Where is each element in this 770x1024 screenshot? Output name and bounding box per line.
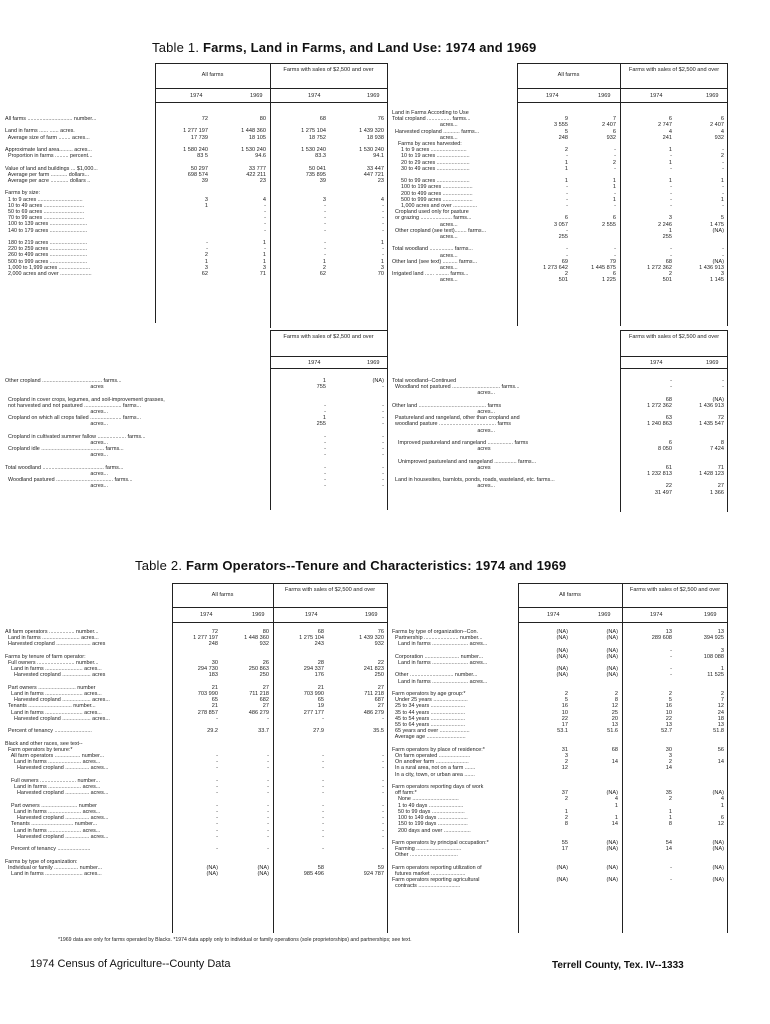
t1-lr-vline-a [620, 330, 621, 512]
table2-title-years: 1974 and 1969 [475, 558, 567, 573]
t1-left-vline-a [155, 63, 156, 323]
t1-ll-hdr-sales: Farms with sales of $2,500 and over [283, 334, 374, 340]
footnote: *1969 data are only for farms operated by Blacks. *1974 data apply only to individual or family operations (sole proprietorships) and partnerships; see text. [58, 937, 412, 943]
t2-left-hdr-all: All farms [211, 592, 234, 598]
t1-right-vline-c [727, 63, 728, 326]
t2-left-year-s69: 1969 [365, 612, 378, 618]
t2-left-vline-b [273, 583, 274, 933]
t1-ll-year-s74: 1974 [308, 360, 321, 366]
t2-left-year-s74: 1974 [305, 612, 318, 618]
t2-right-hdr-sales: Farms with sales of $2,500 and over [629, 587, 721, 593]
t1-lr-vline-b [727, 330, 728, 512]
table1-title-years: 1974 and 1969 [445, 40, 537, 55]
t2-left-year-a69: 1969 [252, 612, 265, 618]
t2-right-year-a69: 1969 [598, 612, 611, 618]
t1-right-year-a69: 1969 [598, 93, 611, 99]
t2-left-vline-c [387, 583, 388, 933]
t1-left-rule-top [155, 63, 387, 64]
t1-left-col-s74: 68 1 275 104 18 752 1 530 240 83.3 50 041 735 895 39 3 - - - - - - - - 1 2 62 [301, 116, 326, 278]
t1-left-col-a74: 72 1 277 197 17 739 1 580 240 83 5 50 297 698 574 39 3 1 - - 2 1 3 62 [183, 116, 208, 278]
t1-lr-col-s74: - - 68 1 272 362 63 1 240 863 6 8 050 61 1 232 813 22 31 497 [647, 378, 672, 496]
t1-lr-col-s69: - - (NA) 1 436 913 72 1 435 547 8 7 424 71 1 428 123 27 1 366 [699, 378, 724, 496]
t1-right-col-s69: 6 2 407 4 932 - 2 - - 1 - - 1 - 5 1 475 (NA) - - (NA) 1 436 913 3 1 145 [699, 116, 724, 284]
t1-left-rule-bot [155, 102, 387, 103]
t2-left-col-s74: 68 1 275 104 243 28 294 337 176 21 703 990 65 19 277 177 - 27.9 - - - - - - - - - - - - - 58 985 496 [299, 629, 324, 877]
t1-right-col-a69: 7 2 407 6 932 - - 2 - 1 1 - 1 - 6 2 555 - - 79 1 445 875 6 1 225 [591, 116, 616, 284]
t1-left-vline-c [387, 63, 388, 358]
t2-left-col-a74: 72 1 277 197 248 30 294 730 183 21 703 990 65 21 278 857 - 29.2 - - - - - - - - - - - - - (NA) (NA) [193, 629, 218, 877]
t1-left-col-a69: 80 1 448 360 18 105 1 530 240 94.6 33 777 422 211 23 4 - - - - - 1 - 1 1 3 71 [241, 116, 266, 278]
t1-right-year-s74: 1974 [650, 93, 663, 99]
t1-right-vline-b [620, 63, 621, 326]
t1-left-hdr-sales: Farms with sales of $2,500 and over [283, 67, 374, 73]
table1-title [152, 40, 536, 55]
t1-ll-vline-b [387, 330, 388, 510]
t1-right-rule-top [517, 63, 727, 64]
t1-lr-hdr-sales: Farms with sales of $2,500 and over [628, 334, 720, 340]
t1-lr-stub: Total woodland--Continued Woodland not pastured ................................ farms... acres... Other land ............................................. farms acres... Pastureland and rangeland, other than cropland and woodland pasture ...................................... farms acres... Improved pastureland and rangeland ................. farms acres Unimproved pastureland and rangeland ............... farms... acres Land in housesites, barnlots, ponds, roads, wasteland, etc. farms... acres... [392, 378, 555, 490]
t2-left-hdr-sales: Farms with sales of $2,500 and over [284, 587, 376, 593]
t1-lr-rule-bot [620, 368, 727, 369]
t1-left-stub: All farms .............................. number... Land in farms ...... ...... acres. Average size of farm ........ acres... Approximate land area......... acres... Proportion in farms ......... percent... Value of land and buildings ... $1,000... Average per farm ........... dollars... Average per acre ............ dollars .. Farms by size: 1 to 9 acres .............................. 10 to 49 acres ........................... 50 to 69 acres ........................... 70 to 99 acres ........................... 100 to 139 acres ......................... 140 to 179 acres ......................... 180 to 219 acres ......................... 220 to 259 acres ......................... 260 to 499 acres ......................... 500 to 999 acres ......................... 1,000 to 1,999 acres ..................... 2,000 acres and over ..................... [5, 116, 98, 278]
t2-right-col-a69: (NA) (NA) (NA) (NA) (NA) (NA) 2 8 12 25 20 13 51.6 68 14 (NA) 4 1 1 14 (NA) (NA) (NA) (NA) [606, 629, 618, 884]
t1-left-year-s69: 1969 [367, 93, 380, 99]
t1-right-col-s74: 6 2 747 4 241 1 - 1 - 1 - - - - 3 2 246 1 255 - - 68 1 272 362 2 501 [647, 116, 672, 284]
t1-lr-rule-mid [620, 356, 727, 357]
t1-right-rule-bot [517, 102, 727, 103]
footer-publication: 1974 Census of Agriculture--County Data [30, 958, 231, 970]
t1-right-hdr-sales: Farms with sales of $2,500 and over [628, 67, 720, 73]
t2-right-year-s74: 1974 [650, 612, 663, 618]
table2-title-main: Farm Operators--Tenure and Characteristics: [185, 558, 472, 573]
t1-left-year-a74: 1974 [190, 93, 203, 99]
t2-left-vline-a [172, 583, 173, 933]
t1-ll-year-s69: 1969 [367, 360, 380, 366]
t2-left-year-a74: 1974 [200, 612, 213, 618]
t1-right-hdr-all: All farms [557, 72, 580, 78]
t1-ll-vline-a [270, 330, 271, 510]
table1-title-main: Farms, Land in Farms, and Land Use: [202, 40, 442, 55]
t2-left-rule-bot [172, 622, 387, 623]
t1-lr-year-s74: 1974 [650, 360, 663, 366]
t1-lr-year-s69: 1969 [706, 360, 719, 366]
t1-left-rule-mid [155, 88, 387, 89]
t1-ll-col-s74: 1 755 - - 1 255 - - - - - - - - [316, 378, 326, 490]
t1-left-year-s74: 1974 [308, 93, 321, 99]
table2-title-prefix: Table 2. [135, 558, 183, 573]
t1-right-year-s69: 1969 [706, 93, 719, 99]
t2-right-hdr-all: All farms [559, 592, 581, 598]
t2-left-col-a69: 80 1 448 360 932 26 250 863 250 27 711 218 682 27 486 279 - 33.7 - - - - - - - - - - - - - (NA) (NA) [244, 629, 269, 877]
t1-ll-rule-mid [270, 356, 387, 357]
t1-ll-col-s69: (NA) - - - - - - - - - - - - - [372, 378, 384, 490]
t1-ll-rule-top [270, 330, 387, 331]
t2-right-col-s74: 13 289 608 - - - - 2 5 16 10 22 13 52.7 30 3 2 14 35 2 1 1 8 54 14 - - [651, 629, 672, 884]
footer-county-page: Terrell County, Tex. IV--1333 [552, 960, 684, 971]
t1-ll-rule-bot [270, 368, 387, 369]
t1-right-stub: Land in Farms According to Use Total cropland ................ farms... acres... Harvested cropland ........... farms... acres... Farms by acres harvested: 1 to 9 acres ........................ 10 to 19 acres ...................... 20 to 29 acres ...................... 30 to 49 acres ...................... 50 to 99 acres ...................... 100 to 199 acres .................... 200 to 499 acres .................... 500 to 999 acres .................... 1,000 acres and over ................ Cropland used only for pasture or grazing ..................... farms... acres... Other cropland (see text)........ farms... acres... Total woodland ................ farms... acres... Other land (see text) .......... farms... acres... Irrigated land ...... ......... farms... acres... [392, 110, 487, 284]
table1-title-prefix: Table 1. [152, 40, 200, 55]
t2-right-year-s69: 1969 [704, 612, 717, 618]
t1-right-year-a74: 1974 [546, 93, 559, 99]
t1-left-hdr-all: All farms [201, 72, 224, 78]
t2-right-col-a74: (NA) (NA) (NA) (NA) (NA) (NA) 2 5 16 10 22 17 53.1 31 3 2 12 37 2 1 2 8 55 17 (NA) (NA) [556, 629, 568, 884]
t2-left-stub: All farm operators ................. number... Land in farms ......................... acres... Harvested cropland ....................... acres Farms by tenure of farm operator: Full owners ......................... number... Land in farms ......................... acres... Harvested cropland ................... acres Part owners ......................... number Land in farms ......................... acres... Harvested cropland ................... acres... Tenants ............................. number... Land in farms ......................... acres... Harvested cropland ................... acres... Percent of tenancy ......................... Black and other races, see text-- Farm operators by tenure:* All farm operators ................. number... Land in farms ...................... acres... Harvested cropland ................ acres... Full owners ........................ number... Land in farms ...................... acres... Harvested cropland ................ acres... Part owners ........................ number Land in farms ...................... acres... Harvested cropland ................ acres... Tenants ............................ number... Land in farms ...................... acres... Harvested cropland ................ acres... Percent of tenancy ...................... Farms by type of organization: Individual or family ................ number... Land in farms ......................... acres... [5, 629, 110, 877]
t2-right-vline-c [727, 583, 728, 933]
t1-ll-stub: Other cropland ........................................ farms... acres Cropland in cover crops, legumes, and soil-improvement grasses, not harvested and not pastured ......................... farms... acres... Cropland on which all crops failed ..................... farms... acres... Cropland in cultivated summer fallow ................... farms... acres... Cropland idle .......................................... farms... acres... Total woodland ......................................... farms... acres... Woodland pastured ...................................... farms... acres... [5, 378, 165, 490]
t2-right-stub: Farms by type of organization--Con. Partnership ....................... number... Land in farms ........................ acres... Corporation ....................... number... Land in farms ........................ acres... Other ............................. number... Land in farms ........................ acres... Farm operators by age group:* Under 25 years ....................... 25 to 34 years ....................... 35 to 44 years ....................... 45 to 54 years ....................... 55 to 64 years ....................... 65 years and over .................... Average age .......................... Farm operators by place of residence:* On farm operated ..................... On another farm ...................... In a rural area, not on a farm ....... In a city, town, or urban area ....... Farm operators reporting days of work off farm:* None ............................... 1 to 49 days ....................... 50 to 99 days ...................... 100 to 149 days .................... 150 to 199 days .................... 200 days and over .................. Farm operators by principal occupation:* Farming .............................. Other ................................ Farm operators reporting utilization of futures market ....................... Farm operators reporting agricultural contracts ............................ [392, 629, 489, 890]
t1-right-col-a74: 9 3 555 5 248 2 - 1 1 1 - - - - 6 3 057 - 255 - - 69 1 273 642 2 501 [543, 116, 568, 284]
t1-right-rule-mid [517, 88, 727, 89]
t1-left-vline-b [270, 63, 271, 328]
t2-left-rule-mid [172, 607, 387, 608]
table2-title [135, 558, 566, 573]
t2-right-col-s69: 13 394 925 3 108 088 1 11 525 2 7 12 24 18 13 51.8 56 14 (NA) 4 1 6 12 (NA) (NA) (NA) (NA) [703, 629, 724, 884]
t1-lr-rule-top [620, 330, 727, 331]
t1-right-vline-a [517, 63, 518, 326]
t1-left-col-s69: 76 1 439 320 18 938 1 530 240 94.1 33 447 447 721 23 4 - - - - - 1 - - 1 3 70 [359, 116, 384, 278]
t2-right-year-a74: 1974 [547, 612, 560, 618]
t2-left-col-s69: 76 1 439 320 932 22 241 823 250 27 711 218 687 27 486 279 - 35.5 - - - - - - - - - - - - - 59 924 787 [359, 629, 384, 877]
t1-left-year-a69: 1969 [250, 93, 263, 99]
t2-left-rule-top [172, 583, 387, 584]
t2-right-vline-b [622, 583, 623, 933]
t2-right-vline-a [518, 583, 519, 933]
